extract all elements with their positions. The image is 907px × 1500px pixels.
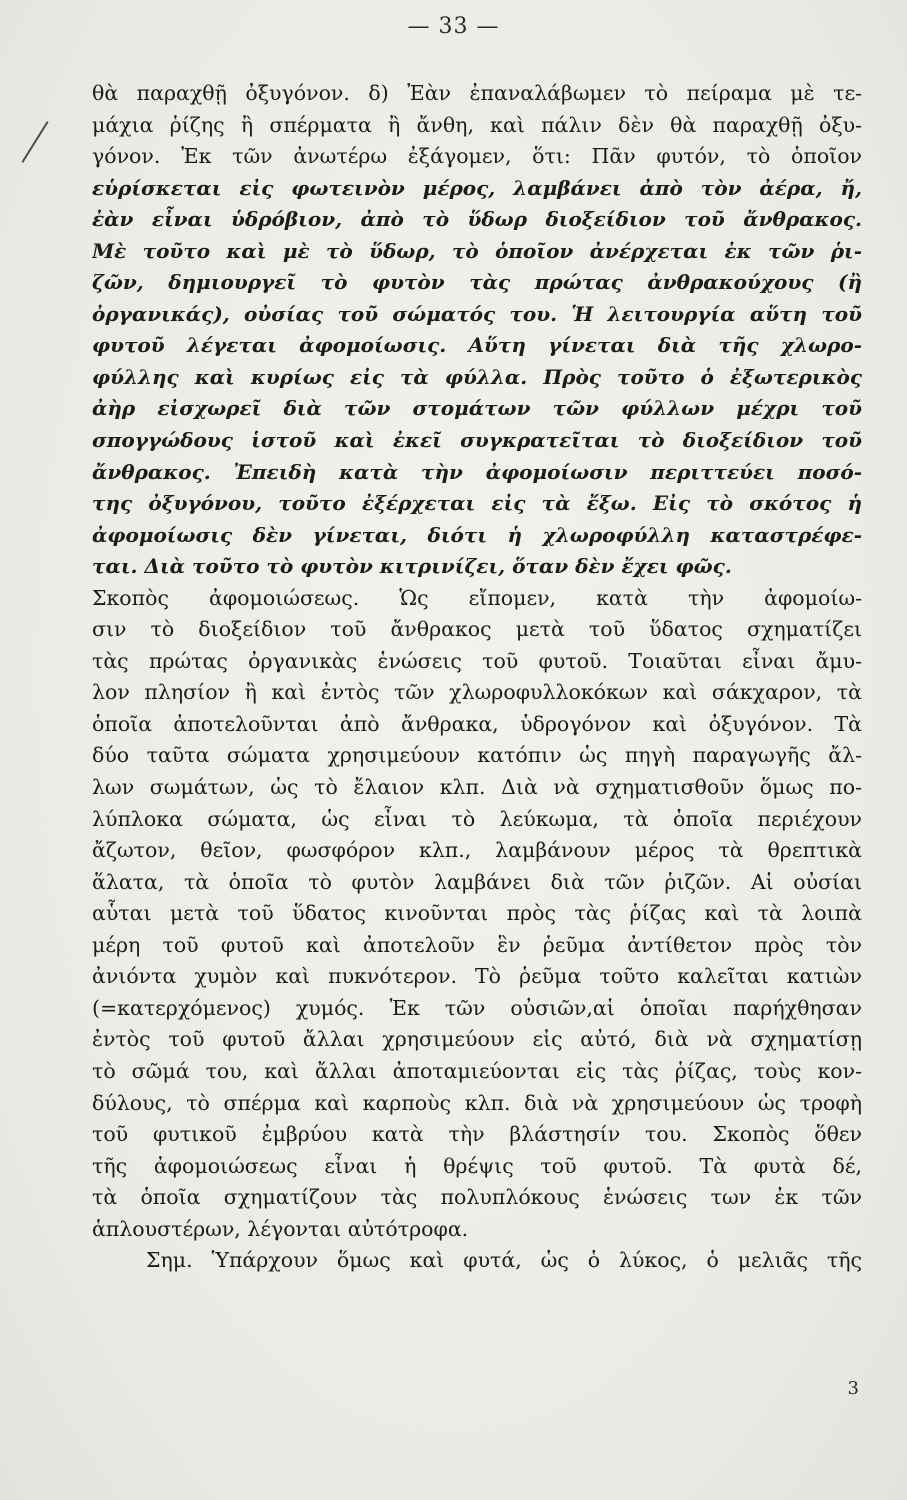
text-line: δύλους, τὸ σπέρμα καὶ καρποὺς κλπ. διὰ νὰ χρησιμεύουν ὡς τροφὴ [92,1090,862,1115]
text-line: φυτοῦ λέγεται ἀφομοίωσις. Αὕτη γίνεται διὰ τῆς χλωρο- [92,333,862,358]
text-line: ἄζωτον, θεῖον, φωσφόρον κλπ., λαμβάνουν μέρος τὰ θρεπτικὰ [92,838,862,863]
margin-pencil-mark [21,121,48,163]
text-line: λύπλοκα σώματα, ὡς εἶναι τὸ λεύκωμα, τὰ ὁποῖα περιέχουν [92,806,862,831]
text-line: τοῦ φυτικοῦ ἐμβρύου κατὰ τὴν βλάστησίν του. Σκοπὸς ὅθεν [92,1122,862,1147]
text-line: μέρη τοῦ φυτοῦ καὶ ἀποτελοῦν ἓν ῥεῦμα ἀντίθετον πρὸς τὸν [92,932,862,957]
text-line: σιν τὸ διοξείδιον τοῦ ἄνθρακος μετὰ τοῦ ὕδατος σχηματίζει [92,617,862,642]
signature-mark: 3 [847,1378,859,1399]
body-text [92,78,862,1277]
text-line: ται. Διὰ τοῦτο τὸ φυτὸν κιτρινίζει, ὅταν δὲν ἔχει φῶς. [92,554,732,579]
text-line: Σημ. Ὑπάρχουν ὅμως καὶ φυτά, ὡς ὁ λύκος, ὁ μελιᾶς τῆς [146,1248,862,1273]
text-line: ἐὰν εἶναι ὑδρόβιον, ἀπὸ τὸ ὕδωρ διοξείδιον τοῦ ἄνθρακος. [92,207,862,232]
text-line: ἄνθρακος. Ἐπειδὴ κατὰ τὴν ἀφομοίωσιν περιττεύει ποσό- [92,459,862,484]
text-line: Μὲ τοῦτο καὶ μὲ τὸ ὕδωρ, τὸ ὁποῖον ἀνέρχεται ἐκ τῶν ῥι- [92,238,862,263]
text-line: ἁπλουστέρων, λέγονται αὐτότροφα. [92,1216,469,1241]
page-number: — 33 — [407,14,500,39]
text-line: ἀὴρ εἰσχωρεῖ διὰ τῶν στομάτων τῶν φύλλων μέχρι τοῦ [92,396,862,421]
text-line: ἀνιόντα χυμὸν καὶ πυκνότερον. Τὸ ῥεῦμα τοῦτο καλεῖται κατιὼν [92,964,862,989]
text-line: λον πλησίον ἢ καὶ ἐντὸς τῶν χλωροφυλλοκόκων καὶ σάκχαρον, τὰ [92,680,862,705]
text-line: τὸ σῶμά του, καὶ ἄλλαι ἀποταμιεύονται εἰς τὰς ῥίζας, τοὺς κον- [92,1058,862,1083]
text-line: τῆς ἀφομοιώσεως εἶναι ἡ θρέψις τοῦ φυτοῦ. Τὰ φυτὰ δέ, [92,1153,862,1178]
text-line: αὗται μετὰ τοῦ ὕδατος κινοῦνται πρὸς τὰς ῥίζας καὶ τὰ λοιπὰ [92,901,862,926]
text-line: σπογγώδους ἱστοῦ καὶ ἐκεῖ συγκρατεῖται τὸ διοξείδιον τοῦ [92,428,862,453]
text-line: δύο ταῦτα σώματα χρησιμεύουν κατόπιν ὡς πηγὴ παραγωγῆς ἄλ- [92,743,862,768]
text-line: ὀργανικάς), οὐσίας τοῦ σώματός του. Ἡ λειτουργία αὕτη τοῦ [92,301,862,326]
text-line: Σκοπὸς ἀφομοιώσεως. Ὡς εἴπομεν, κατὰ τὴν ἀφομοίω- [92,585,862,610]
text-line: μάχια ῥίζης ἢ σπέρματα ἢ ἄνθη, καὶ πάλιν δὲν θὰ παραχθῇ ὀξυ- [92,112,862,137]
text-line: λων σωμάτων, ὡς τὸ ἔλαιον κλπ. Διὰ νὰ σχηματισθοῦν ὅμως πο- [92,775,862,800]
text-line: τὰ ὁποῖα σχηματίζουν τὰς πολυπλόκους ἑνώσεις των ἐκ τῶν [92,1185,862,1210]
text-line: της ὀξυγόνου, τοῦτο ἐξέρχεται εἰς τὰ ἔξω. Εἰς τὸ σκότος ἡ [92,491,862,516]
text-line: (=κατερχόμενος) χυμός. Ἐκ τῶν οὐσιῶν,αἱ ὁποῖαι παρήχθησαν [92,995,862,1020]
text-line: ἐντὸς τοῦ φυτοῦ ἄλλαι χρησιμεύουν εἰς αὐτό, διὰ νὰ σχηματίσῃ [92,1027,862,1052]
text-line: τὰς πρώτας ὀργανικὰς ἑνώσεις τοῦ φυτοῦ. Τοιαῦται εἶναι ἄμυ- [92,648,862,673]
text-line: γόνον. Ἐκ τῶν ἀνωτέρω ἐξάγομεν, ὅτι: Πᾶν φυτόν, τὸ ὁποῖον [92,144,862,169]
text-line: ζῶν, δημιουργεῖ τὸ φυτὸν τὰς πρώτας ἀνθρακούχους (ἢ [92,270,862,295]
text-line: ἅλατα, τὰ ὁποῖα τὸ φυτὸν λαμβάνει διὰ τῶν ῥιζῶν. Αἱ οὐσίαι [92,869,862,894]
text-line: ἀφομοίωσις δὲν γίνεται, διότι ἡ χλωροφύλλη καταστρέφε- [92,522,862,547]
text-line: φύλλης καὶ κυρίως εἰς τὰ φύλλα. Πρὸς τοῦτο ὁ ἐξωτερικὸς [92,364,862,389]
text-line: ὁποῖα ἀποτελοῦνται ἀπὸ ἄνθρακα, ὑδρογόνον καὶ ὀξυγόνον. Τὰ [92,711,862,736]
text-line: εὑρίσκεται εἰς φωτεινὸν μέρος, λαμβάνει ἀπὸ τὸν ἀέρα, ἤ, [92,175,862,200]
text-line: θὰ παραχθῇ ὀξυγόνον. δ) Ἐὰν ἐπαναλάβωμεν τὸ πείραμα μὲ τε- [92,81,862,105]
